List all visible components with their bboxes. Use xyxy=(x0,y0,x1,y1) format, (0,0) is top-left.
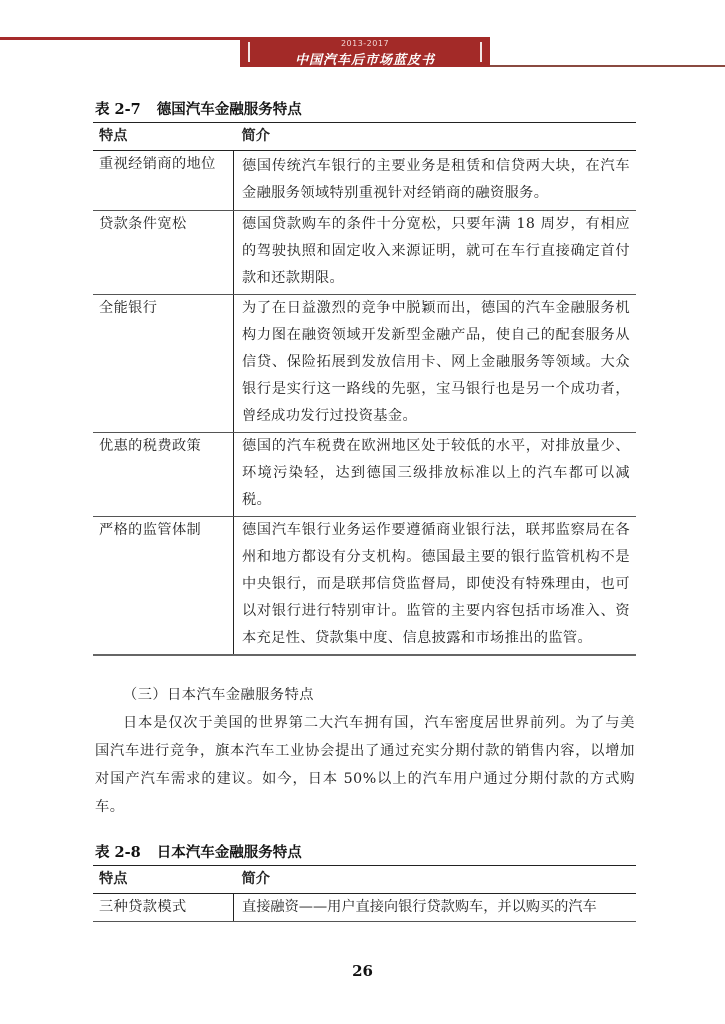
feature-cell: 贷款条件宽松 xyxy=(93,211,234,295)
table-2-7 xyxy=(93,122,636,656)
table-row xyxy=(93,433,636,517)
feature-cell: 三种贷款模式 xyxy=(93,894,234,922)
header-bar-right xyxy=(480,42,482,62)
description-cell: 为了在日益激烈的竞争中脱颖而出，德国的汽车金融服务机构力图在融资领域开发新型金融产品，使自己的配套服务从信贷、保险拓展到发放信用卡、网上金融服务等领域。大众银行是实行这一路线的先驱，宝马银行也是另一个成功者，曾经成功发行过投资基金。 xyxy=(234,295,637,433)
description-cell: 德国汽车银行业务运作要遵循商业银行法，联邦监察局在各州和地方都设有分支机构。德国最主要的银行监管机构不是中央银行，而是联邦信贷监督局，即使没有特殊理由，也可以对银行进行特别审计。监管的主要内容包括市场准入、资本充足性、贷款集中度、信息披露和市场推出的监管。 xyxy=(234,517,637,656)
column-header-feature: 特点 xyxy=(93,866,234,894)
page-number: 26 xyxy=(352,962,373,980)
table-header-row xyxy=(93,866,636,894)
table-row xyxy=(93,151,636,211)
table-row xyxy=(93,295,636,433)
table-number: 表 2-8 xyxy=(95,844,141,861)
description-cell: 直接融资——用户直接向银行贷款购车，并以购买的汽车 xyxy=(234,894,637,922)
description-cell: 德国贷款购车的条件十分宽松，只要年满 18 周岁，有相应的驾驶执照和固定收入来源证明，就可在车行直接确定首付款和还款期限。 xyxy=(234,211,637,295)
table-header-row xyxy=(93,123,636,151)
table-2-7-caption xyxy=(95,98,302,119)
table-number: 表 2-7 xyxy=(95,101,141,118)
section-japan xyxy=(95,681,635,821)
feature-cell: 优惠的税费政策 xyxy=(93,433,234,517)
feature-cell: 重视经销商的地位 xyxy=(93,151,234,211)
header-rule-left xyxy=(0,37,243,40)
section-heading: （三）日本汽车金融服务特点 xyxy=(123,687,314,703)
column-header-description: 简介 xyxy=(234,866,637,894)
header-rule-right xyxy=(490,65,725,67)
feature-cell: 严格的监管体制 xyxy=(93,517,234,656)
header-banner xyxy=(240,37,490,67)
table-row xyxy=(93,894,636,922)
description-cell: 德国传统汽车银行的主要业务是租赁和信贷两大块，在汽车金融服务领域特别重视针对经销商的融资服务。 xyxy=(234,151,637,211)
table-title: 日本汽车金融服务特点 xyxy=(156,844,302,861)
table-title: 德国汽车金融服务特点 xyxy=(156,101,302,118)
table-2-8-caption xyxy=(95,841,302,862)
section-paragraph: 日本是仅次于美国的世界第二大汽车拥有国，汽车密度居世界前列。为了与美国汽车进行竞争，旗本汽车工业协会提出了通过充实分期付款的销售内容，以增加对国产汽车需求的建议。如今，日本 50%以上的汽车用户通过分期付款的方式购车。 xyxy=(95,715,635,815)
table-row xyxy=(93,517,636,656)
header-year-range: 2013-2017 xyxy=(340,39,390,48)
column-header-description: 简介 xyxy=(234,123,637,151)
description-cell: 德国的汽车税费在欧洲地区处于较低的水平，对排放量少、环境污染轻，达到德国三级排放标准以上的汽车都可以减税。 xyxy=(234,433,637,517)
feature-cell: 全能银行 xyxy=(93,295,234,433)
table-2-8 xyxy=(93,865,636,922)
column-header-feature: 特点 xyxy=(93,123,234,151)
table-row xyxy=(93,211,636,295)
header-book-title: 中国汽车后市场蓝皮书 xyxy=(294,53,435,68)
